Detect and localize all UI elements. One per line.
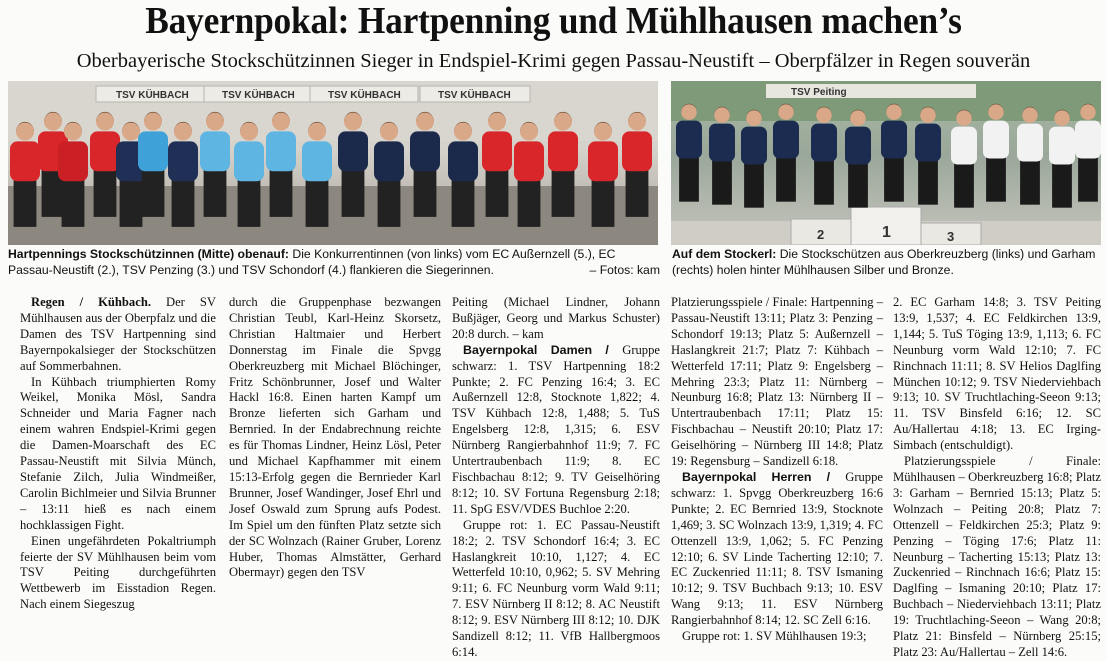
person-figure <box>1049 110 1075 208</box>
article-column-3 <box>452 295 660 661</box>
banner-text-peiting: TSV Peiting <box>791 87 847 98</box>
article-paragraph <box>229 295 441 581</box>
paragraph-text: 2. EC Garham 14:8; 3. TSV Peiting 13:9, 1,537; 4. EC Feldkirchen 13:9, 1,144; 5. TuS Töging 13:9, 1,113; 6. FC Neunburg vorm Wald 12:10; 7. FC Rinchnach 11:11; 8. SV Helios Daglfing München 10:12; 9. TSV Niederviehbach 9:13; 10. SV Truchtlaching-Seeon 9:13; 11. TSV Binsfeld 6:16; 12. SC Au/Hallertau 4:18; 13. EC Irging-Simbach (entschuldigt). <box>893 295 1101 453</box>
article-paragraph <box>20 295 216 375</box>
podium-number-3: 3 <box>947 229 955 244</box>
results-heading: Bayernpokal Herren / <box>682 469 846 484</box>
paragraph-text: Gruppe schwarz: 1. Spvgg Oberkreuzberg 16:6 Punkte; 2. EC Bernried 13:9, Stocknote 1,469; 3. SC Wolnzach 13:9, 1,319; 4. FC Ottenzell 13:9, 1,062; 5. FC Penzing 12:10; 6. SV Linde Tacherting 12:10; 7. EC Zuckenried 11:11; 8. TSV Ismaning 10:12; 9. TSV Buchbach 9:13; 10. ESV Wang 9:13; 11. ESV Nürnberg Rangierbahnhof 8:14; 12. SC Zell 6:16. <box>671 469 883 628</box>
photo1-caption-bold: Hartpennings Stockschützinnen (Mitte) obenauf: <box>8 247 289 261</box>
paragraph-text: Peiting (Michael Lindner, Johann Bußjäger, Georg und Markus Schuster) 20:8 durch. – kam <box>452 295 660 341</box>
article-paragraph <box>893 454 1101 661</box>
headline: Bayernpokal: Hartpenning und Mühlhausen machen’s <box>145 0 962 42</box>
person-figure <box>951 110 977 208</box>
photo2-caption-text: Die Stockschützen aus Oberkreuzberg (links) und Garham (rechts) holen hinter Mühlhausen Silber und Bronze. <box>672 247 1096 277</box>
photo-women-illustration <box>8 81 658 245</box>
banner-text-3: TSV KÜHBACH <box>328 90 401 101</box>
photo-credit: – Fotos: kam <box>589 262 660 277</box>
person-figure <box>915 107 941 205</box>
podium-number-2: 2 <box>817 227 825 242</box>
article-paragraph <box>893 295 1101 454</box>
banner-text-2: TSV KÜHBACH <box>222 90 295 101</box>
subheadline: Oberbayerische Stockschützinnen Sieger in Endspiel-Krimi gegen Passau-Neustift – Oberpfälzer in Regen souverän <box>76 50 1031 72</box>
article-paragraph <box>671 629 883 645</box>
photo2-caption <box>672 247 1102 278</box>
paragraph-text: Gruppe rot: 1. SV Mühlhausen 19:3; <box>682 629 867 644</box>
photo1-caption-text: Die Konkurrentinnen (von links) vom EC Außernzell (5.), EC Passau-Neustift (2.), TSV Penzing (3.) und TSV Schondorf (4.) flankieren die Siegerinnen. <box>8 247 616 277</box>
banner-text-4: TSV KÜHBACH <box>438 90 511 101</box>
photo2-caption-bold: Auf dem Stockerl: <box>672 247 777 261</box>
photo-men-team <box>671 81 1101 245</box>
person-figure <box>709 107 735 205</box>
article-column-1 <box>20 295 216 613</box>
paragraph-text: Gruppe rot: 1. EC Passau-Neustift 18:2; 2. TSV Schondorf 16:4; 3. EC Haslangkreit 10:10, 1,127; 4. EC Wetterfeld 10:10, 0,962; 5. SV Mehring 9:11; 6. FC Neunburg vorm Wald 9:11; 7. ESV Nürnberg II 8:12; 8. AC Neustift 8:12; 9. ESV Nürnberg III 8:12; 10. DJK Sandizell 8:12; 11. VfB Hallbergmoos 6:14. <box>452 517 660 659</box>
article-paragraph <box>671 295 883 470</box>
person-figure <box>1017 107 1043 205</box>
photo-women-team <box>8 81 658 245</box>
article-column-5 <box>893 295 1101 661</box>
paragraph-text: Platzierungsspiele / Finale: Mühlhausen – Oberkreuzberg 16:8; Platz 3: Garham – Bernried 15:13; Platz 5: Wolnzach – Peiting 20:8; Platz 7: Ottenzell – Feldkirchen 25:3; Platz 9: Penzing – Töging 17:6; Platz 11: Neunburg – Tacherting 15:13; Platz 13: Zuckenried – Rinchnach 16:6; Platz 15: Daglfing – Ismaning 20:10; Platz 17: Buchbach – Niederviehbach 13:11; Platz 19: Truchtlaching-Seeon – Wang 20:8; Platz 21: Binsfeld – Nürnberg 25:15; Platz 23: Au/Hallertau – Zell 14:6. <box>893 454 1101 659</box>
article-paragraph <box>20 534 216 614</box>
article-column-4 <box>671 295 883 645</box>
article-paragraph <box>452 343 660 518</box>
results-heading: Bayernpokal Damen / <box>463 342 623 357</box>
article-paragraph <box>452 295 660 343</box>
paragraph-text: Platzierungsspiele / Finale: Hartpenning – Passau-Neustift 13:11; Platz 3: Penzing – Schondorf 19:13; Platz 5: Außernzell – Haslangkreit 21:7; Platz 7: Kühbach – Wetterfeld 17:11; Platz 9: Engelsberg – Mehring 23:3; Platz 11: Nürnberg – Neunburg 16:8; Platz 13: Nürnberg II – Untertraubenbach 17:11; Platz 15: Fischbachau – Neustift 20:10; Platz 17: Geiselhöring – Nürnberg III 14:8; Platz 19: Regensburg – Sandizell 6:18. <box>671 295 883 469</box>
person-figure <box>845 110 871 208</box>
paragraph-text: durch die Gruppenphase bezwangen Christian Teubl, Karl-Heinz Skorsetz, Christian Haltmaier und Herbert Donnerstag im Finale die Spvgg Oberkreuzberg mit Michael Blöchinger, Fritz Schönbrunner, Josef und Walter Hackl 16:8. Einen harten Kampf um Bronze lieferten sich Garham und Bernried. In der Endabrechnung reichte es für Thomas Lindner, Heinz Lösl, Peter und Michael Kapfhammer mit einem 15:13-Erfolg gegen die Bernrieder Karl Brunner, Josef Wandinger, Josef Ehrl und Josef Oswald zum Sprung aufs Podest. Im Spiel um den fünften Platz setzte sich der SC Wolnzach (Rainer Gruber, Lorenz Huber, Thomas Almstätter, Gerhard Obermayr) gegen den TSV <box>229 295 441 580</box>
article-paragraph <box>452 518 660 661</box>
dateline: Regen / Kühbach. <box>31 295 151 309</box>
paragraph-text: Gruppe schwarz: 1. TSV Hartpenning 18:2 Punkte; 2. FC Penzing 16:4; 3. EC Außernzell 12:8, Stocknote 1,822; 4. TSV Kühbach 12:8, 1,488; 5. TuS Engelsberg 12:8, 1,315; 6. ESV Nürnberg Rangierbahnhof 11:9; 7. FC Untertraubenbach 11:9; 8. EC Fischbachau 8:12; 9. TV Geiselhöring 8:12; 10. SV Fortuna Regensburg 2:18; 11. SpG ESV/VDES Buchloe 2:20. <box>452 342 660 516</box>
person-figure <box>741 110 767 208</box>
paragraph-text: Einen ungefährdeten Pokaltriumph feierte der SV Mühlhausen beim vom TSV Peiting durchgeführten Wettbewerb im Eisstadion Regen. Nach einem Siegeszug <box>20 533 216 612</box>
photo-men-illustration <box>671 81 1101 245</box>
paragraph-text: Der SV Mühlhausen aus der Oberpfalz und die Damen des TSV Hartpenning sind Bayernpokalsieger der Stockschützen auf Sommerbahnen. <box>20 295 216 373</box>
photo1-caption <box>8 247 660 278</box>
banner-text-1: TSV KÜHBACH <box>116 90 189 101</box>
person-figure <box>811 107 837 205</box>
paragraph-text: In Kühbach triumphierten Romy Weikel, Monika Mösl, Sandra Schneider und Maria Fagner nach einem wahren Endspiel-Krimi gegen die Damen-Moarschaft des EC Passau-Neustift mit Silvia Münch, Stefanie Zilch, Julia Windmeißer, Carolin Bichlmeier und Silvia Brunner – 13:11 hieß es nach einem hochklassigen Fight. <box>20 374 216 532</box>
article-paragraph <box>20 375 216 534</box>
article-paragraph <box>671 470 883 629</box>
podium-number-1: 1 <box>882 224 891 241</box>
article-column-2 <box>229 295 441 581</box>
